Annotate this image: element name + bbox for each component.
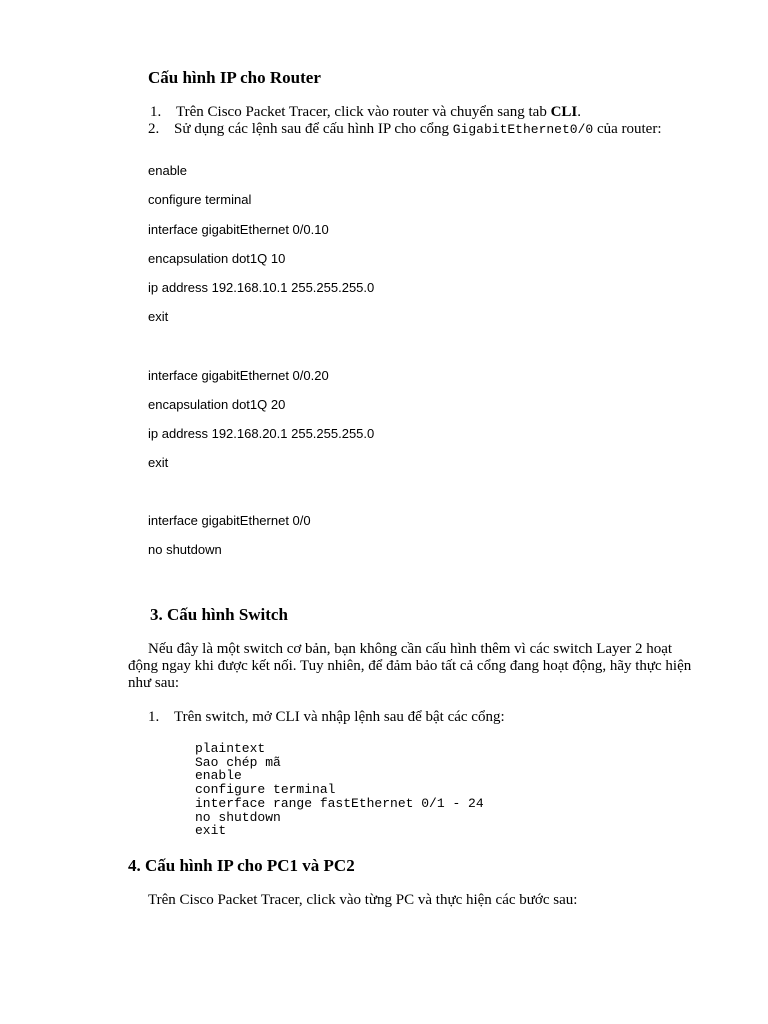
step-text-end: . <box>577 104 582 120</box>
switch-code-block <box>195 742 484 838</box>
step-text: Trên switch, mở CLI và nhập lệnh sau để bật các cổng: <box>174 709 505 725</box>
router-command: interface gigabitEthernet 0/0.20 <box>148 368 329 383</box>
router-command: exit <box>148 455 169 470</box>
step-text-end: của router: <box>593 121 662 137</box>
code-line: Sao chép mã <box>195 754 281 770</box>
code-line: no shutdown <box>195 809 281 825</box>
code-line: exit <box>195 823 227 839</box>
router-command: encapsulation dot1Q 10 <box>148 251 286 266</box>
switch-step-1 <box>148 709 505 726</box>
step-text: Sử dụng các lệnh sau để cấu hình IP cho cổng <box>174 121 453 137</box>
code-line: plaintext <box>195 741 266 756</box>
router-command: encapsulation dot1Q 20 <box>148 397 286 412</box>
step-number: 1. <box>150 104 162 120</box>
router-command: configure terminal <box>148 192 252 207</box>
section-title-router: Cấu hình IP cho Router <box>148 68 321 87</box>
router-step-1 <box>150 104 581 121</box>
code-line: configure terminal <box>195 782 336 798</box>
router-command: ip address 192.168.10.1 255.255.255.0 <box>148 280 375 295</box>
code-line: enable <box>195 768 242 784</box>
router-command: exit <box>148 309 169 324</box>
section-title-pc: 4. Cấu hình IP cho PC1 và PC2 <box>128 856 355 875</box>
section-title-switch: 3. Cấu hình Switch <box>150 605 288 624</box>
step-text: Trên Cisco Packet Tracer, click vào router và chuyển sang tab <box>176 104 551 120</box>
router-command: ip address 192.168.20.1 255.255.255.0 <box>148 426 375 441</box>
step-number: 2. <box>148 121 160 137</box>
code-line: interface range fastEthernet 0/1 - 24 <box>195 795 484 811</box>
switch-intro-paragraph: Nếu đây là một switch cơ bản, bạn không cần cấu hình thêm vì các switch Layer 2 hoạt động ngay khi được kết nối. Tuy nhiên, để đảm bảo tất cả cổng đang hoạt động, hãy thực hiện như sau: <box>128 641 692 691</box>
step-number: 1. <box>148 709 160 725</box>
step-bold-text: CLI <box>550 104 578 120</box>
inline-code: GigabitEthernet0/0 <box>452 122 594 137</box>
pc-intro-paragraph: Trên Cisco Packet Tracer, click vào từng PC và thực hiện các bước sau: <box>148 892 578 908</box>
router-step-2 <box>148 121 662 138</box>
router-command: interface gigabitEthernet 0/0 <box>148 513 311 528</box>
router-command: enable <box>148 163 188 178</box>
router-command: interface gigabitEthernet 0/0.10 <box>148 222 329 237</box>
router-command: no shutdown <box>148 542 222 557</box>
